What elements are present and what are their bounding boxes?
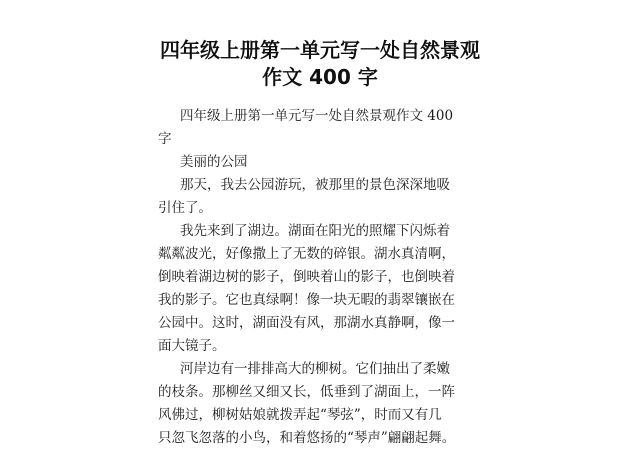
body-line: 四年级上册第一单元写一处自然景观作文 400 xyxy=(180,108,454,124)
body-line: 的枝条。那柳丝又细又长，低垂到了湖面上，一阵 xyxy=(158,384,455,400)
body-line: 引住了。 xyxy=(158,200,212,216)
body-line: 我先来到了湖边。湖面在阳光的照耀下闪烁着 xyxy=(180,223,450,239)
body-line: 只忽飞忽落的小鸟，和着悠扬的“琴声”翩翩起舞。 xyxy=(158,430,456,446)
body-line: 字 xyxy=(158,131,172,147)
document-title-line-2: 作文 400 字 xyxy=(262,65,378,89)
body-line: 粼粼波光，好像撒上了无数的碎银。湖水真清啊， xyxy=(158,246,455,262)
body-line: 那天，我去公园游玩，被那里的景色深深地吸 xyxy=(180,177,450,193)
body-line: 美丽的公园 xyxy=(180,154,248,170)
body-line: 倒映着湖边树的影子，倒映着山的影子，也倒映着 xyxy=(158,269,455,285)
body-line: 风佛过，柳树姑娘就拨弄起“琴弦”，时而又有几 xyxy=(158,407,442,423)
body-line: 河岸边有一排排高大的柳树。它们抽出了柔嫩 xyxy=(180,361,450,377)
body-line: 我的影子。它也真绿啊！像一块无暇的翡翠镶嵌在 xyxy=(158,292,455,308)
document-title-line-1: 四年级上册第一单元写一处自然景观 xyxy=(160,38,480,62)
body-line: 公园中。这时，湖面没有风，那湖水真静啊，像一 xyxy=(158,315,455,331)
body-line: 面大镜子。 xyxy=(158,338,226,354)
